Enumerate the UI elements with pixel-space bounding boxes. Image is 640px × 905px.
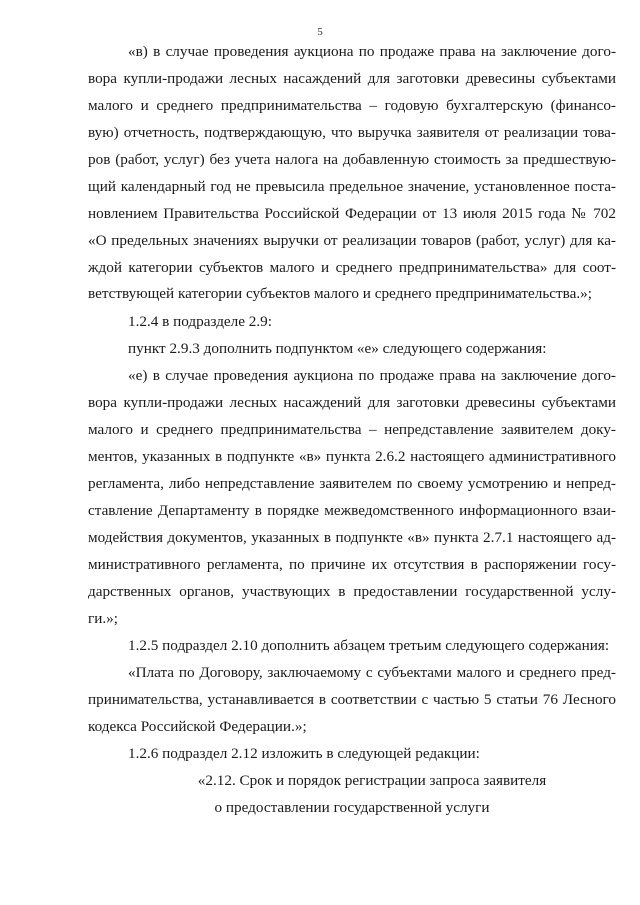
page-number: 5 bbox=[317, 26, 323, 38]
text-line: министративного регламента, по причине их отсутствия в распоряжении госу- bbox=[88, 556, 616, 573]
text-line: вора купли-продажи лесных насаждений для заготовки древесины субъектами bbox=[88, 70, 616, 87]
text-line: новлением Правительства Российской Федерации от 13 июля 2015 года № 702 bbox=[88, 205, 616, 222]
text-line: пункт 2.9.3 дополнить подпунктом «е» следующего содержания: bbox=[128, 340, 547, 357]
text-line: ставление Департаменту в порядке межведомственного информационного взаи- bbox=[88, 502, 616, 519]
text-line: ментов, указанных в подпункте «в» пункта 2.6.2 настоящего административного bbox=[88, 448, 616, 465]
text-line: «О предельных значениях выручки от реализации товаров (работ, услуг) для ка- bbox=[88, 232, 616, 249]
text-line: «Плата по Договору, заключаемому с субъектами малого и среднего пред- bbox=[128, 664, 616, 681]
section-heading-line: о предоставлении государственной услуги bbox=[214, 799, 490, 816]
section-heading-line: «2.12. Срок и порядок регистрации запроса заявителя bbox=[197, 772, 547, 789]
text-line: ветствующей категории субъектов малого и среднего предпринимательства.»; bbox=[88, 285, 592, 302]
text-line: малого и среднего предпринимательства – непредставление заявителем доку- bbox=[88, 421, 616, 438]
text-line: дарственных органов, участвующих в предоставлении государственной услу- bbox=[88, 583, 616, 600]
text-line: малого и среднего предпринимательства – годовую бухгалтерскую (финансо- bbox=[88, 97, 616, 114]
text-line: 1.2.6 подраздел 2.12 изложить в следующей редакции: bbox=[128, 745, 480, 762]
text-line: ги.»; bbox=[88, 610, 118, 627]
text-line: 1.2.4 в подразделе 2.9: bbox=[128, 313, 272, 330]
text-line: ров (работ, услуг) без учета налога на добавленную стоимость за предшествую- bbox=[88, 151, 616, 168]
text-line: кодекса Российской Федерации.»; bbox=[88, 718, 307, 735]
text-line: модействия документов, указанных в подпункте «в» пункта 2.7.1 настоящего ад- bbox=[88, 529, 616, 546]
text-line: 1.2.5 подраздел 2.10 дополнить абзацем третьим следующего содержания: bbox=[128, 637, 610, 654]
text-line: щий календарный год не превысила предельное значение, установленное поста- bbox=[88, 178, 616, 195]
text-line: регламента, либо непредставление заявителем по своему усмотрению и непред- bbox=[88, 475, 616, 492]
text-line: вора купли-продажи лесных насаждений для заготовки древесины субъектами bbox=[88, 394, 616, 411]
text-line: ждой категории субъектов малого и среднего предпринимательства» для соот- bbox=[88, 259, 616, 276]
text-line: принимательства, устанавливается в соответствии с частью 5 статьи 76 Лесного bbox=[88, 691, 616, 708]
text-line: «е) в случае проведения аукциона по продаже права на заключение дого- bbox=[128, 367, 616, 384]
text-line: вую) отчетность, подтверждающую, что выручка заявителя от реализации това- bbox=[88, 124, 616, 141]
text-line: «в) в случае проведения аукциона по продаже права на заключение дого- bbox=[128, 43, 616, 60]
